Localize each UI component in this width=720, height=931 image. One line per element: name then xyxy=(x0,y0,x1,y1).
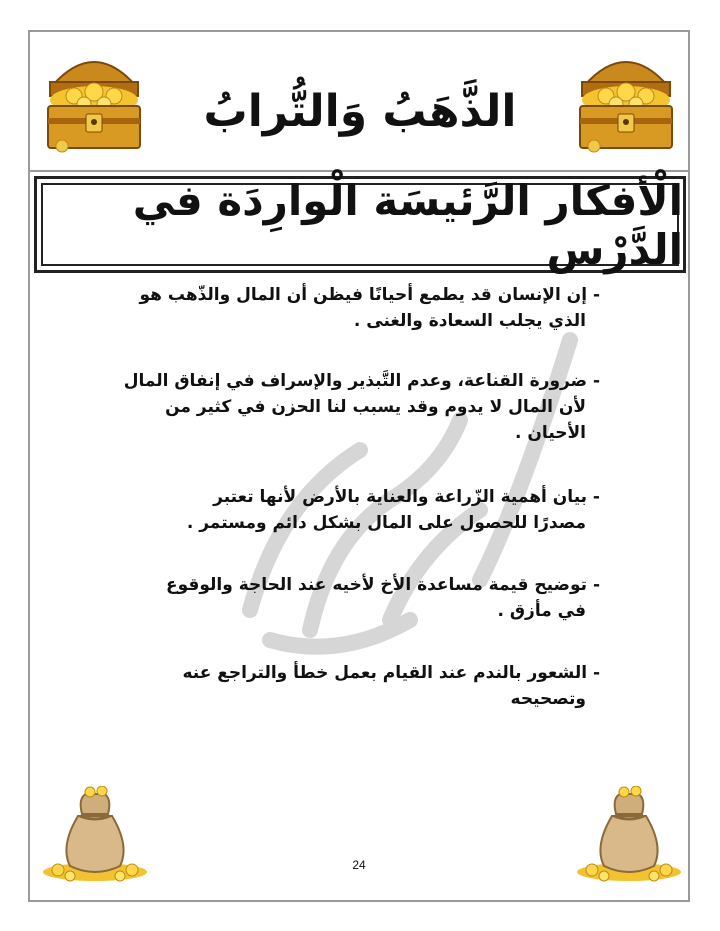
list-item: - الشعور بالندم عند القيام بعمل خطأ والتراجع عنه وتصحيحه xyxy=(182,663,600,709)
list-item: - توضيح قيمة مساعدة الأخ لأخيه عند الحاجة والوقوع في مأزق . xyxy=(165,575,600,621)
subtitle-box xyxy=(34,176,686,273)
money-bag-icon xyxy=(40,786,150,882)
page-title: الذَّهَبُ وَالتُّرابُ xyxy=(203,86,517,137)
treasure-chest-icon xyxy=(570,38,682,158)
divider xyxy=(30,170,688,172)
subtitle: الْأفكار الرَّئيسَة الْوارِدَة في الدَّرْس xyxy=(132,175,683,274)
money-bag-icon xyxy=(574,786,684,882)
list-item: - ضرورة القناعة، وعدم التَّبذير والإسراف في إنفاق المال لأن المال لا يدوم وقد يسبب لنا الحزن في كثير من الأحيان . xyxy=(123,371,600,443)
page-number: 24 xyxy=(352,858,366,872)
treasure-chest-icon xyxy=(38,38,150,158)
list-item: - إن الإنسان قد يطمع أحيانًا فيظن أن المال والذّهب هو الذي يجلب السعادة والغنى . xyxy=(139,285,600,331)
list-item: - بيان أهمية الزّراعة والعناية بالأرض لأنها تعتبر مصدرًا للحصول على المال بشكل دائم ومستمر . xyxy=(186,487,600,533)
main-ideas-list xyxy=(100,282,600,712)
